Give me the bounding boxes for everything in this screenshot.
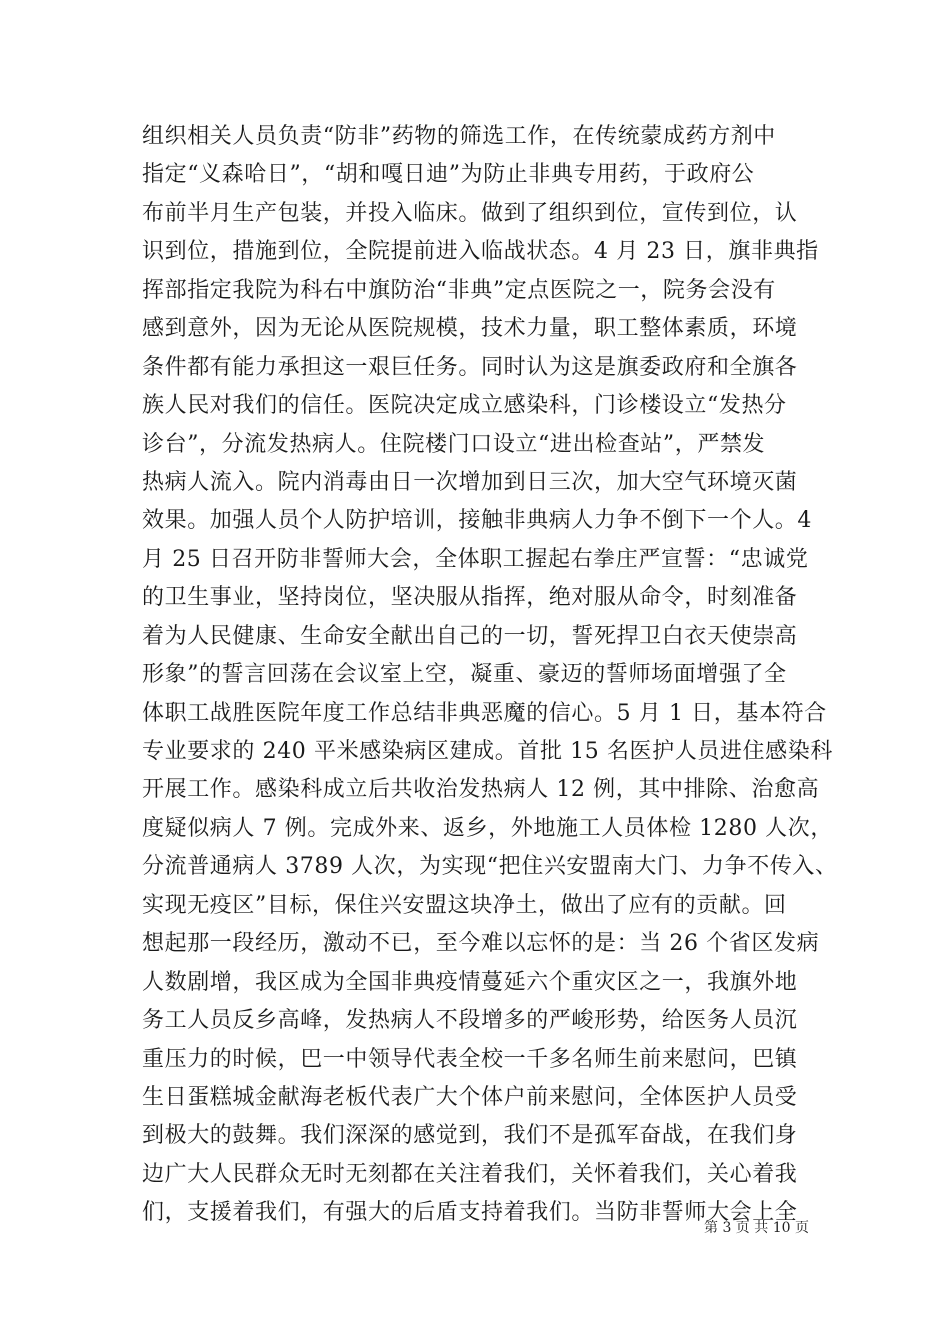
text-line: 实现无疫区”目标，保住兴安盟这块净土，做出了应有的贡献。回 — [142, 892, 787, 918]
text-line: 边广大人民群众无时无刻都在关注着我们，关怀着我们，关心着我 — [142, 1161, 798, 1187]
text-line: 开展工作。感染科成立后共收治发热病人 12 例，其中排除、治愈高 — [142, 777, 820, 803]
text-line: 着为人民健康、生命安全献出自己的一切，誓死捍卫白衣天使崇高 — [142, 623, 798, 649]
body-text — [142, 118, 838, 1233]
text-line: 诊台”，分流发热病人。住院楼门口设立“进出检查站”，严禁发 — [142, 431, 766, 457]
text-line: 体职工战胜医院年度工作总结非典恶魔的信心。5 月 1 日，基本符合 — [142, 700, 827, 726]
text-line: 效果。加强人员个人防护培训，接触非典病人力争不倒下一个人。4 — [142, 508, 812, 534]
text-line: 生日蛋糕城金献海老板代表广大个体户前来慰问，全体医护人员受 — [142, 1084, 798, 1110]
text-line: 重压力的时候，巴一中领导代表全校一千多名师生前来慰问，巴镇 — [142, 1046, 798, 1072]
text-line: 条件都有能力承担这一艰巨任务。同时认为这是旗委政府和全旗各 — [142, 354, 798, 380]
text-line: 的卫生事业，坚持岗位，坚决服从指挥，绝对服从命令，时刻准备 — [142, 585, 798, 611]
text-line: 布前半月生产包装，并投入临床。做到了组织到位，宣传到位，认 — [142, 200, 798, 226]
text-line: 专业要求的 240 平米感染病区建成。首批 15 名医护人员进住感染科 — [142, 739, 833, 764]
text-line: 想起那一段经历，激动不已，至今难以忘怀的是：当 26 个省区发病 — [142, 931, 820, 957]
text-line: 热病人流入。院内消毒由日一次增加到日三次，加大空气环境灭菌 — [142, 469, 798, 495]
text-line: 们，支援着我们，有强大的后盾支持着我们。当防非誓师大会上全 — [142, 1200, 798, 1226]
text-line: 月 25 日召开防非誓师大会，全体职工握起右拳庄严宣誓：“忠诚党 — [142, 546, 809, 572]
text-line: 到极大的鼓舞。我们深深的感觉到，我们不是孤军奋战，在我们身 — [142, 1123, 798, 1149]
page-number-footer: 第 3 页 共 10 页 — [704, 1220, 809, 1236]
text-line: 指定“义森哈日”，“胡和嘎日迪”为防止非典专用药，于政府公 — [142, 162, 755, 188]
text-line: 分流普通病人 3789 人次，为实现“把住兴安盟南大门、力争不传入、 — [142, 854, 838, 880]
text-line: 度疑似病人 7 例。完成外来、返乡，外地施工人员体检 1280 人次， — [142, 815, 833, 841]
text-line: 务工人员反乡高峰，发热病人不段增多的严峻形势，给医务人员沉 — [142, 1008, 798, 1034]
text-line: 族人民对我们的信任。医院决定成立感染科，门诊楼设立“发热分 — [142, 393, 787, 419]
text-line: 挥部指定我院为科右中旗防治“非典”定点医院之一，院务会没有 — [142, 277, 776, 303]
text-line: 组织相关人员负责“防非”药物的筛选工作，在传统蒙成药方剂中 — [142, 124, 776, 149]
text-line: 感到意外，因为无论从医院规模，技术力量，职工整体素质，环境 — [142, 316, 798, 342]
text-line: 形象”的誓言回荡在会议室上空，凝重、豪迈的誓师场面增强了全 — [142, 662, 787, 688]
text-line: 人数剧增，我区成为全国非典疫情蔓延六个重灾区之一，我旗外地 — [142, 969, 798, 995]
text-line: 识到位，措施到位，全院提前进入临战状态。4 月 23 日，旗非典指 — [142, 239, 819, 265]
